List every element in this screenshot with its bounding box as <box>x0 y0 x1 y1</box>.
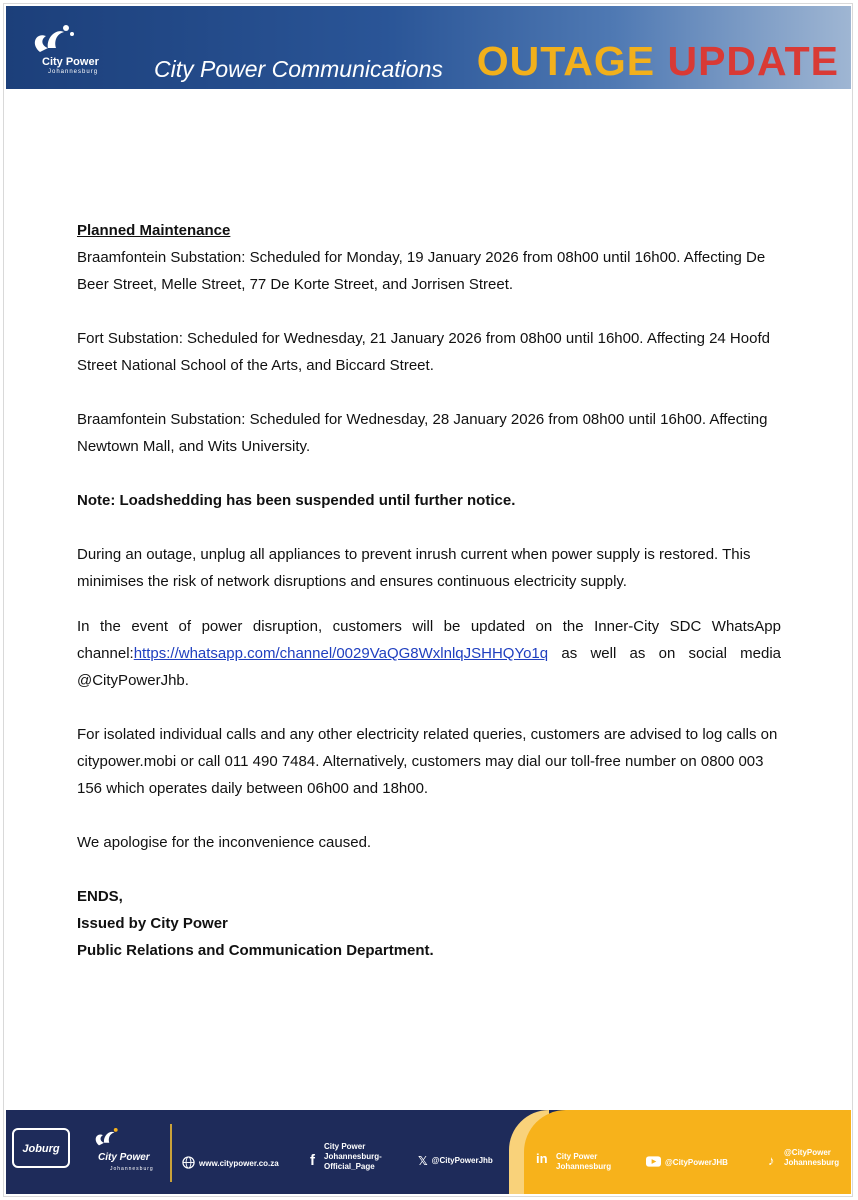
footer-logo-city: Johannesburg <box>110 1166 154 1172</box>
footer-x[interactable] <box>418 1156 493 1166</box>
header-banner <box>6 6 851 89</box>
youtube-handle: @CityPowerJHB <box>665 1158 728 1168</box>
footer-linkedin[interactable] <box>536 1152 611 1172</box>
loadshedding-note: Note: Loadshedding has been suspended until further notice. <box>77 492 516 509</box>
outage-advice: During an outage, unplug all appliances to prevent inrush current when power supply is restored. This minimises the risk of network disruptions and ensures continuous electricity supply. <box>77 546 751 590</box>
section-title: Planned Maintenance <box>77 222 231 239</box>
queries-paragraph: For isolated individual calls and any other electricity related queries, customers are advised to log calls on citypower.mobi or call 011 490 7484. Alternatively, customers may dial our toll-free number on 0800 003 156 which operates daily between 06h00 and 18h00. <box>77 726 778 797</box>
maintenance-item-1: Braamfontein Substation: Scheduled for Monday, 19 January 2026 from 08h00 until 16h00. Affecting De Beer Street, Melle Street, 77 De Korte Street, and Jorrisen Street. <box>77 249 766 293</box>
whatsapp-intro: In the event of power disruption, customers will be updated on the Inner-City SDC WhatsApp channel: <box>77 618 781 662</box>
facebook-line-3: Official_Page <box>324 1162 375 1171</box>
linkedin-line-2: Johannesburg <box>556 1162 612 1171</box>
outage-word: OUTAGE <box>476 38 656 84</box>
flame-logo-icon <box>26 22 82 56</box>
maintenance-item-3: Braamfontein Substation: Scheduled for Wednesday, 28 January 2026 from 08h00 until 16h00. Affecting Newtown Mall, and Wits University. <box>77 411 768 455</box>
outage-update-title <box>477 38 839 85</box>
tiktok-line-1: @CityPower <box>784 1148 831 1157</box>
notice-body <box>77 217 781 964</box>
footer-logo-name: City Power <box>98 1152 150 1163</box>
footer-tiktok[interactable] <box>768 1148 839 1168</box>
joburg-logo: Joburg <box>12 1128 70 1168</box>
whatsapp-channel-link[interactable]: https://whatsapp.com/channel/0029VaQG8WxlnlqJSHHQYo1q <box>133 645 549 662</box>
facebook-icon: f <box>310 1152 315 1169</box>
update-word: UPDATE <box>667 38 839 84</box>
footer-website[interactable] <box>182 1156 279 1172</box>
footer-facebook[interactable] <box>310 1142 382 1172</box>
linkedin-line-1: City Power <box>556 1152 598 1161</box>
linkedin-icon: in <box>536 1151 548 1166</box>
footer-banner <box>6 1110 851 1194</box>
whatsapp-outro: as well as on social media @CityPowerJhb. <box>77 645 781 689</box>
website-label: www.citypower.co.za <box>199 1159 279 1169</box>
maintenance-item-2: Fort Substation: Scheduled for Wednesday, 21 January 2026 from 08h00 until 16h00. Affecting 24 Hoofd Street National School of the Arts, and Biccard Street. <box>77 330 770 374</box>
tiktok-line-2: Johannesburg <box>784 1158 840 1167</box>
city-power-logo <box>20 22 130 86</box>
globe-icon <box>182 1156 195 1172</box>
ends-label: ENDS, <box>77 888 123 905</box>
logo-name: City Power <box>42 56 99 68</box>
footer-youtube[interactable] <box>646 1156 728 1170</box>
department: Public Relations and Communication Department. <box>77 942 434 959</box>
logo-city: Johannesburg <box>48 69 99 75</box>
footer-flame-logo-icon <box>90 1124 126 1150</box>
youtube-icon <box>646 1156 661 1170</box>
communications-title: City Power Communications <box>154 56 443 82</box>
x-handle: @CityPowerJhb <box>431 1156 493 1166</box>
tiktok-icon: ♪ <box>768 1153 775 1168</box>
issued-by: Issued by City Power <box>77 915 228 932</box>
footer-divider <box>170 1124 172 1182</box>
whatsapp-paragraph <box>77 613 781 694</box>
x-logo-icon: 𝕏 <box>418 1154 428 1168</box>
facebook-line-1: City Power <box>324 1142 366 1151</box>
apology: We apologise for the inconvenience caused. <box>77 834 372 851</box>
facebook-line-2: Johannesburg- <box>324 1152 382 1161</box>
